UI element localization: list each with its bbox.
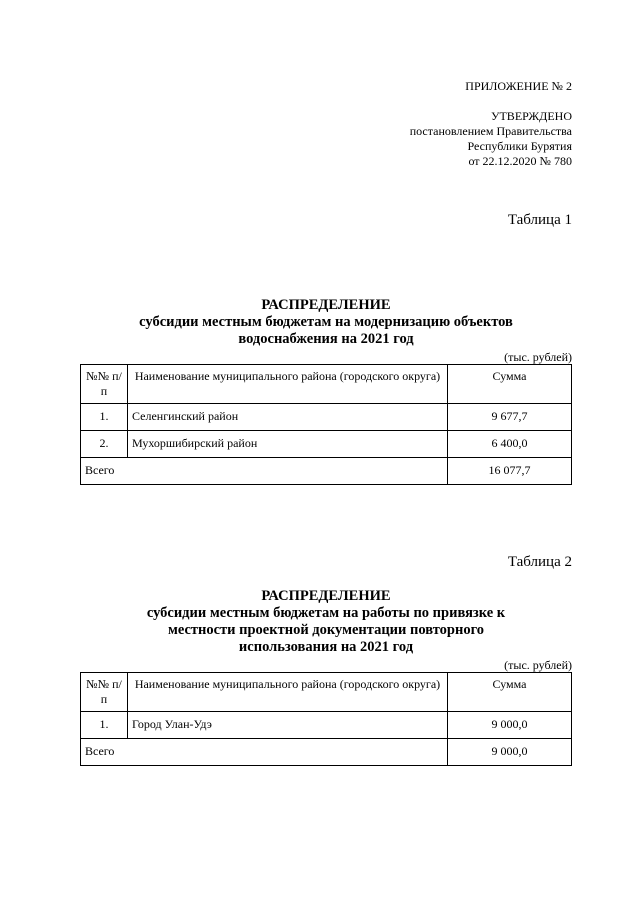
table1-title-line1: РАСПРЕДЕЛЕНИЕ [261, 297, 391, 313]
approval-republic: Республики Бурятия [467, 139, 572, 153]
table-row [81, 404, 572, 431]
total-sum: 16 077,7 [448, 458, 572, 485]
table1-label: Таблица 1 [507, 212, 572, 228]
table1-title-line3: водоснабжения на 2021 год [238, 331, 414, 347]
table-row [81, 712, 572, 739]
row-sum: 9 000,0 [448, 712, 572, 739]
table2-col-name: Наименование муниципального района (городского округа) [128, 673, 448, 712]
table2-title-line1: РАСПРЕДЕЛЕНИЕ [261, 588, 391, 604]
appendix-number: ПРИЛОЖЕНИЕ № 2 [465, 79, 572, 93]
table2-total-row [81, 739, 572, 766]
table2-title-line2: субсидии местным бюджетам на работы по привязке к [146, 605, 506, 621]
row-district: Селенгинский район [128, 404, 448, 431]
table2-col-sum: Сумма [448, 673, 572, 712]
table1-total-row [81, 458, 572, 485]
table1-title-line2: субсидии местным бюджетам на модернизацию объектов [139, 314, 513, 330]
table2-header-row [81, 673, 572, 712]
table1-col-sum: Сумма [448, 365, 572, 404]
table1 [80, 364, 572, 485]
total-sum: 9 000,0 [448, 739, 572, 766]
table2-title-line3: местности проектной документации повторного [167, 622, 485, 638]
row-sum: 6 400,0 [448, 431, 572, 458]
approval-authority: постановлением Правительства [409, 124, 572, 138]
row-number: 1. [81, 404, 128, 431]
approval-date-number: от 22.12.2020 № 780 [468, 154, 572, 168]
table-row [81, 431, 572, 458]
row-district: Мухоршибирский район [128, 431, 448, 458]
table2-title [80, 588, 572, 656]
row-district: Город Улан-Удэ [128, 712, 448, 739]
row-number: 2. [81, 431, 128, 458]
row-sum: 9 677,7 [448, 404, 572, 431]
table2-col-no: №№ п/п [81, 673, 128, 712]
table2-title-line4: использования на 2021 год [238, 639, 414, 655]
total-label: Всего [81, 458, 448, 485]
table1-unit: (тыс. рублей) [504, 350, 572, 364]
table1-title [80, 297, 572, 348]
row-number: 1. [81, 712, 128, 739]
table1-col-no: №№ п/п [81, 365, 128, 404]
table2-unit: (тыс. рублей) [504, 658, 572, 672]
table1-col-name: Наименование муниципального района (городского округа) [128, 365, 448, 404]
total-label: Всего [81, 739, 448, 766]
approved-label: УТВЕРЖДЕНО [490, 109, 572, 123]
table2-label: Таблица 2 [507, 554, 572, 570]
table2 [80, 672, 572, 766]
table1-header-row [81, 365, 572, 404]
